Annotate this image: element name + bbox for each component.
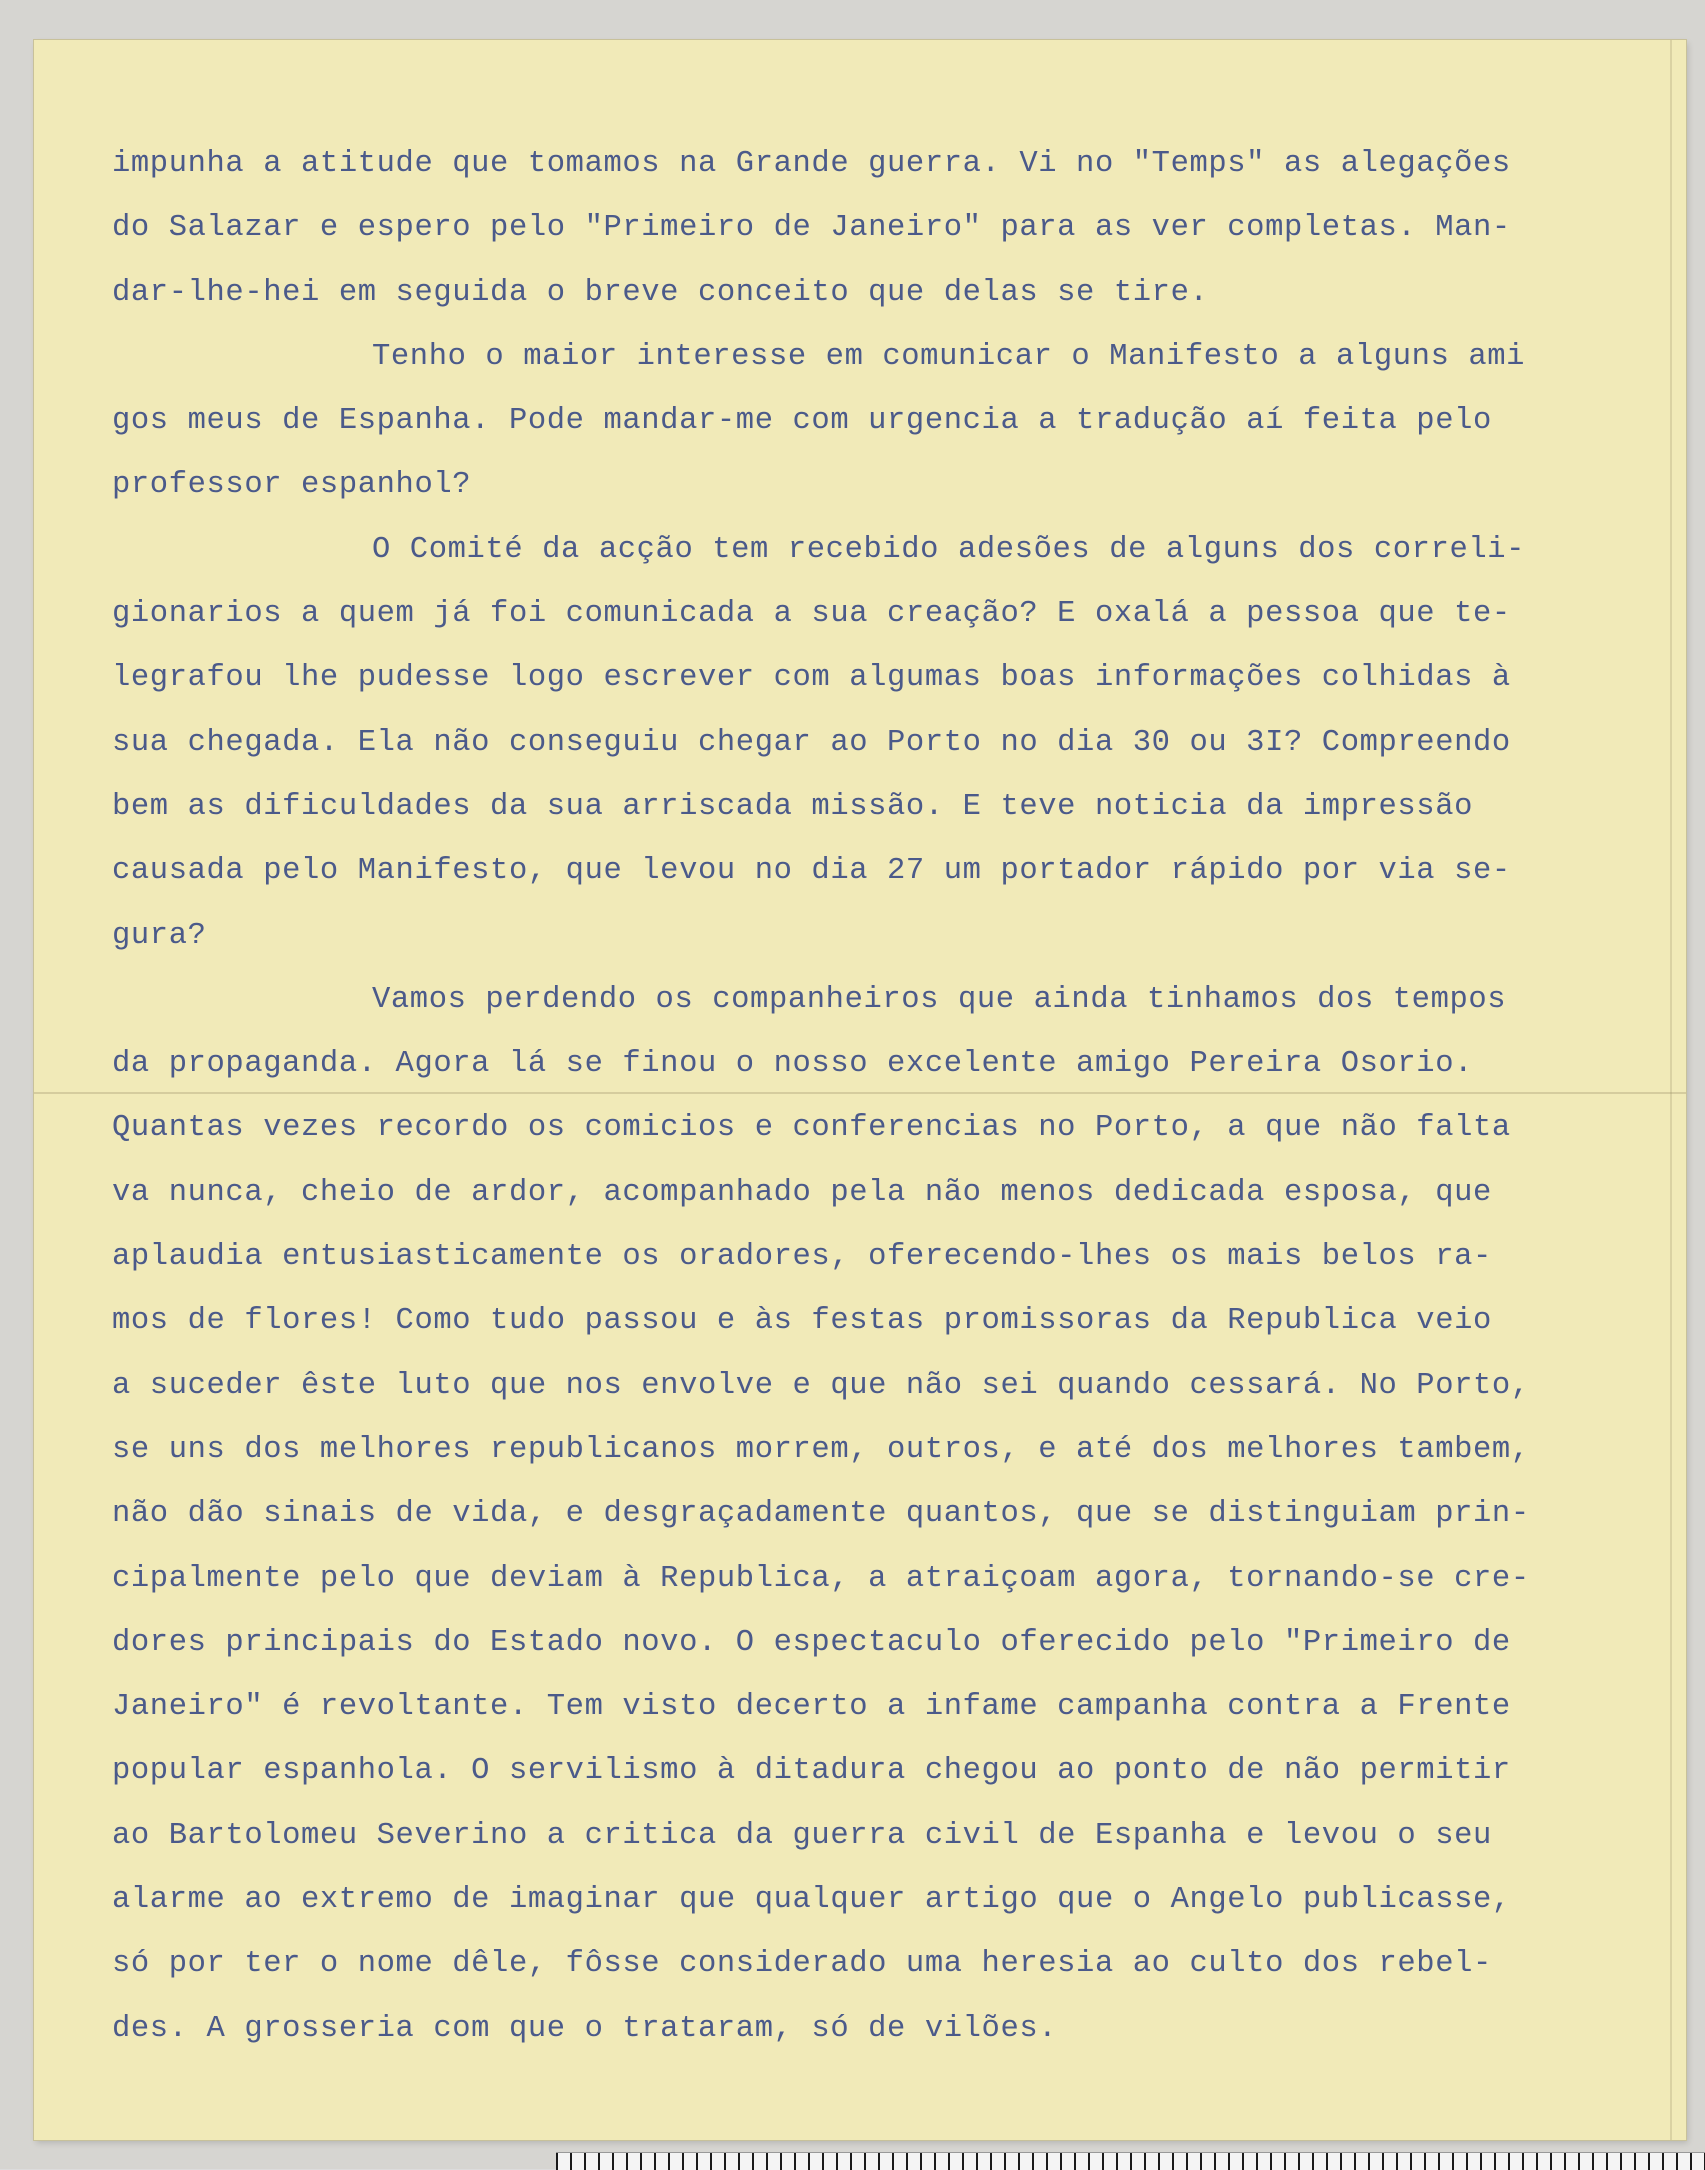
text-line: popular espanhola. O servilismo à ditadura chegou ao ponto de não permitir xyxy=(112,1754,1511,1789)
text-line: alarme ao extremo de imaginar que qualquer artigo que o Angelo publicasse, xyxy=(112,1883,1511,1918)
text-line: a suceder êste luto que nos envolve e que não sei quando cessará. No Porto, xyxy=(112,1368,1530,1403)
text-line: causada pelo Manifesto, que levou no dia 27 um portador rápido por via se- xyxy=(112,854,1511,889)
text-line: professor espanhol? xyxy=(112,468,472,503)
text-line: legrafou lhe pudesse logo escrever com algumas boas informações colhidas à xyxy=(112,661,1511,696)
text-line: se uns dos melhores republicanos morrem, outros, e até dos melhores tambem, xyxy=(112,1432,1530,1467)
page-edge xyxy=(1670,40,1672,2140)
text-line: O Comité da acção tem recebido adesões de alguns dos correli- xyxy=(372,532,1526,567)
text-line: não dão sinais de vida, e desgraçadamente quantos, que se distinguiam prin- xyxy=(112,1497,1530,1532)
text-line: bem as dificuldades da sua arriscada missão. E teve noticia da impressão xyxy=(112,789,1474,824)
text-line: Tenho o maior interesse em comunicar o Manifesto a alguns ami xyxy=(372,339,1526,374)
text-line: Vamos perdendo os companheiros que ainda tinhamos dos tempos xyxy=(372,982,1507,1017)
text-line: Janeiro" é revoltante. Tem visto decerto a infame campanha contra a Frente xyxy=(112,1690,1511,1725)
text-line: dores principais do Estado novo. O espectaculo oferecido pelo "Primeiro de xyxy=(112,1625,1511,1660)
text-line: Quantas vezes recordo os comicios e conferencias no Porto, a que não falta xyxy=(112,1111,1511,1146)
text-line: dar-lhe-hei em seguida o breve conceito que delas se tire. xyxy=(112,275,1209,310)
text-line: gos meus de Espanha. Pode mandar-me com urgencia a tradução aí feita pelo xyxy=(112,404,1492,439)
letter-body xyxy=(112,132,1632,2061)
text-line: va nunca, cheio de ardor, acompanhado pela não menos dedicada esposa, que xyxy=(112,1175,1492,1210)
text-line: gura? xyxy=(112,918,207,953)
text-line: gionarios a quem já foi comunicada a sua creação? E oxalá a pessoa que te- xyxy=(112,597,1511,632)
text-line: impunha a atitude que tomamos na Grande guerra. Vi no "Temps" as alegações xyxy=(112,147,1511,181)
text-line: só por ter o nome dêle, fôsse considerado uma heresia ao culto dos rebel- xyxy=(112,1947,1492,1982)
text-line: da propaganda. Agora lá se finou o nosso excelente amigo Pereira Osorio. xyxy=(112,1047,1474,1082)
text-line: cipalmente pelo que deviam à Republica, a atraiçoam agora, tornando-se cre- xyxy=(112,1561,1530,1596)
text-line: des. A grosseria com que o trataram, só de vilões. xyxy=(112,2011,1058,2046)
text-line: ao Bartolomeu Severino a critica da guerra civil de Espanha e levou o seu xyxy=(112,1818,1492,1853)
text-line: aplaudia entusiasticamente os oradores, oferecendo-lhes os mais belos ra- xyxy=(112,1240,1492,1275)
text-line: do Salazar e espero pelo "Primeiro de Janeiro" para as ver completas. Man- xyxy=(112,211,1511,246)
text-line: mos de flores! Como tudo passou e às festas promissoras da Republica veio xyxy=(112,1304,1492,1339)
scale-ruler xyxy=(556,2152,1705,2170)
text-line: sua chegada. Ela não conseguiu chegar ao Porto no dia 30 ou 3I? Compreendo xyxy=(112,725,1511,760)
